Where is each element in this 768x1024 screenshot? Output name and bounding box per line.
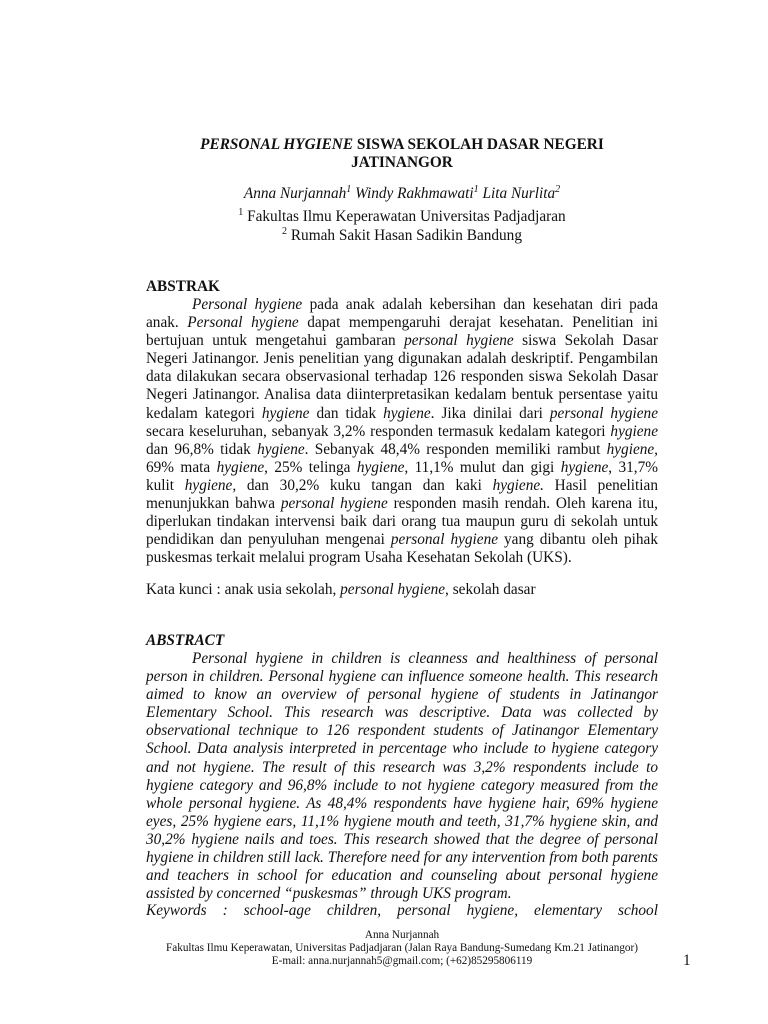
- italic-term: hygiene: [560, 458, 609, 476]
- affiliation-text: Rumah Sakit Hasan Sadikin Bandung: [287, 227, 522, 244]
- footer-contact: E-mail: anna.nurjannah5@gmail.com; (+62)85295806119: [271, 955, 533, 967]
- text-run: pada anak adalah kebersihan dan kesehatan diri pada anak.: [146, 296, 658, 332]
- title-line2: JATINANGOR: [351, 154, 453, 171]
- italic-term: personal hygiene: [404, 332, 514, 350]
- italic-term: hygiene: [257, 440, 305, 458]
- keyword-token: Keywords: [146, 902, 207, 919]
- italic-term: hygiene: [383, 404, 431, 422]
- title-italic-part: PERSONAL HYGIENE: [200, 136, 354, 153]
- keywords-line: [146, 902, 658, 920]
- keyword-token: :: [222, 902, 228, 919]
- text-run: dapat mempengaruhi derajat kesehatan. Penelitian ini bertujuan untuk mengetahui gambaran: [146, 314, 659, 350]
- kata-kunci-prefix: Kata kunci : anak usia sekolah,: [146, 581, 341, 598]
- abstract-paragraph: Personal hygiene in children is cleanness and healthiness of personal person in children. Personal hygiene can influence someone health. This research aimed to know an overview of personal hygiene of students in Jatinangor Elementary School. This research was descriptive. Data was collected by observational technique to 126 respondent students of Jatinangor Elementary School. Data analysis interpreted in percentage who include to hygiene category and not hygiene. The result of this research was 3,2% respondents include to hygiene category and 96,8% include to not hygiene category measured from the whole personal hygiene. As 48,4% respondents have hygiene hair, 69% hygiene eyes, 25% hygiene ears, 11,1% hygiene mouth and teeth, 31,7% hygiene skin, and 30,2% hygiene nails and toes. This research showed that the degree of personal hygiene in children still lack. Therefore need for any intervention from both parents and teachers in school for education and counseling about personal hygiene assisted by concerned “puskesmas” through UKS program.: [146, 650, 658, 903]
- text-run: dan 30,2% kuku tangan dan kaki: [236, 476, 493, 494]
- paper-title: [146, 136, 658, 172]
- text-run: Hasil penelitian menunjukkan bahwa: [146, 476, 658, 513]
- text-run: responden masih rendah. Oleh karena itu, diperlukan tindakan intervensi baik dari orang tua maupun guru di sekolah untuk pendidikan dan penyuluhan mengenai: [146, 495, 658, 549]
- abstract-body: [146, 650, 658, 903]
- title-line1-rest: SISWA SEKOLAH DASAR NEGERI: [353, 136, 604, 153]
- italic-term: hygiene: [216, 458, 265, 476]
- affiliation-1: [146, 208, 658, 226]
- page-number: 1: [683, 952, 691, 969]
- kata-kunci-italic: personal hygiene,: [340, 581, 449, 598]
- italic-term: hygiene,: [184, 476, 237, 494]
- keyword-token: school-age: [243, 902, 311, 919]
- text-run: dan 96,8% tidak: [146, 440, 258, 458]
- text-run: yang dibantu oleh pihak puskesmas terkait melalui program Usaha Kesehatan Sekolah (UKS).: [146, 531, 658, 567]
- text-run: 69% mata: [146, 458, 217, 476]
- italic-term: personal hygiene: [549, 404, 658, 422]
- affiliation-mark: 1: [238, 207, 244, 218]
- author-affiliation-mark: 1: [346, 184, 352, 195]
- kata-kunci: [146, 581, 658, 599]
- abstrak-heading: ABSTRAK: [146, 278, 220, 295]
- text-run: secara keseluruhan, sebanyak 3,2% responden termasuk kedalam kategori: [146, 422, 611, 440]
- italic-term: hygiene: [610, 422, 658, 440]
- abstrak-body: [146, 296, 658, 567]
- keyword-token: personal: [397, 902, 451, 919]
- text-run: . Sebanyak 48,4% responden memiliki rambut: [304, 440, 607, 458]
- keyword-token: school: [618, 902, 658, 919]
- affiliation-2: [146, 227, 658, 245]
- text-run: . Jika dinilai dari: [430, 404, 550, 422]
- text-run: , 25% telinga: [264, 458, 357, 476]
- footer-institution: Fakultas Ilmu Keperawatan, Universitas Padjadjaran (Jalan Raya Bandung-Sumedang Km.21 Jatinangor): [166, 942, 638, 954]
- abstrak-paragraph: [146, 296, 658, 567]
- keyword-token: elementary: [534, 902, 602, 919]
- italic-term: personal hygiene: [390, 531, 499, 549]
- affiliation-mark: 2: [282, 226, 288, 237]
- text-run: , 31,7% kulit: [146, 458, 658, 494]
- italic-term: Personal hygiene: [192, 296, 303, 313]
- italic-term: Personal hygiene: [187, 314, 299, 332]
- italic-term: hygiene.: [492, 476, 544, 494]
- author-affiliation-mark: 2: [555, 184, 561, 195]
- italic-term: hygiene: [261, 404, 310, 422]
- italic-term: personal hygiene: [280, 495, 388, 513]
- author-affiliation-mark: 1: [473, 184, 479, 195]
- author-name: Windy Rakhmawati: [351, 185, 474, 202]
- text-run: siswa Sekolah Dasar Negeri Jatinangor. Jenis penelitian yang digunakan adalah deskriptif. Pengambilan data dilakukan secara observasional terhadap 126 responden siswa Sekolah Dasar Negeri Jatinangor. Analisa data diinterpretasikan kedalam bentuk persentase yaitu kedalam kategori: [146, 332, 658, 422]
- kata-kunci-suffix: sekolah dasar: [448, 581, 536, 598]
- keyword-token: hygiene,: [466, 902, 519, 919]
- footer-author: Anna Nurjannah: [364, 929, 440, 941]
- author-list: [146, 184, 658, 203]
- author-name: Anna Nurjannah: [243, 185, 347, 202]
- text-run: dan tidak: [309, 404, 384, 422]
- keyword-token: children,: [326, 902, 382, 919]
- affiliation-text: Fakultas Ilmu Keperawatan Universitas Padjadjaran: [243, 208, 566, 225]
- italic-term: hygiene,: [356, 458, 409, 476]
- abstract-heading: ABSTRACT: [146, 632, 225, 649]
- italic-term: hygiene,: [606, 440, 658, 458]
- author-name: Lita Nurlita: [478, 185, 556, 202]
- text-run: 11,1% mulut dan gigi: [408, 458, 561, 476]
